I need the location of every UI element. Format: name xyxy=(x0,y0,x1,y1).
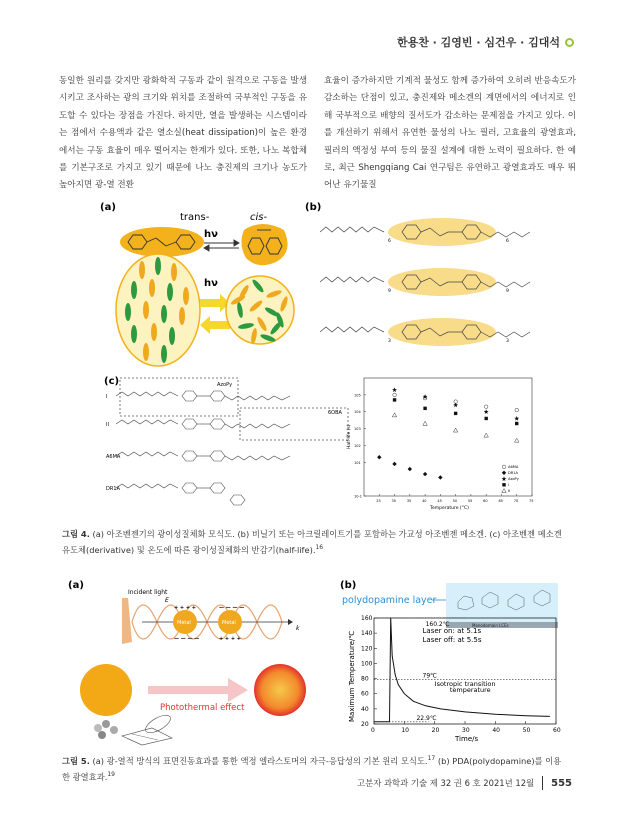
derivative-structures xyxy=(116,391,290,505)
derivative-chain xyxy=(116,452,178,456)
plus-charges-2: + + + + xyxy=(219,636,241,642)
hl-legend-marker xyxy=(502,489,506,493)
hl-point-dr1a xyxy=(423,472,427,476)
temp-annotation: Laser off: at 5.5s xyxy=(422,636,482,645)
hl-legend-label: A6MA xyxy=(508,465,519,469)
hl-legend-marker xyxy=(502,465,506,469)
fig5-panel-a-label: (a) xyxy=(68,580,84,591)
row-label-II: II xyxy=(106,422,109,428)
hl-y-tick-label: 101 xyxy=(354,460,361,465)
hl-x-axis-label: Temperature (°C) xyxy=(430,506,469,511)
temp-x-tick-label: 50 xyxy=(522,727,531,734)
aligned-rod xyxy=(143,343,149,361)
temp-y-axis-label: Maximum Temperature/℃ xyxy=(348,630,356,722)
figure-4 xyxy=(62,200,560,518)
subscript-n-right: 3 xyxy=(506,339,509,344)
derivative-chain xyxy=(116,392,178,396)
fig4-caption-label: 그림 4. xyxy=(62,529,90,539)
derivative-ring xyxy=(230,495,245,505)
hl-chart-frame xyxy=(364,378,532,496)
fig4-backward-arrow xyxy=(200,316,230,334)
subscript-n-right: 9 xyxy=(506,289,509,294)
k-axis-arrow-icon xyxy=(288,619,293,625)
hl-legend-label: I xyxy=(508,483,510,487)
temp-y-tick-label: 100 xyxy=(361,660,373,668)
hl-point-dr1a xyxy=(392,462,396,466)
fig4-panel-b-label: (b) xyxy=(305,202,322,213)
temp-x-tick-label: 40 xyxy=(492,727,500,734)
hl-y-tick-label: 10-1 xyxy=(354,494,362,499)
temp-x-tick-label: 60 xyxy=(553,727,561,734)
fig4-cis-label: cis- xyxy=(250,212,268,223)
crosslinker-highlight xyxy=(388,218,496,246)
derivative-chain-right xyxy=(225,456,290,460)
hl-legend-label: AzoPy xyxy=(508,477,519,481)
hl-point-dr1a xyxy=(438,475,442,479)
hl-y-tick-label: 105 xyxy=(354,393,361,398)
hl-x-tick-label: 40 xyxy=(422,499,427,503)
alkyl-chain-left xyxy=(320,277,384,282)
temp-annotation: Laser on: at 5.1s xyxy=(422,627,482,636)
hl-point-a6ma xyxy=(484,405,488,409)
temp-y-tick-label: 40 xyxy=(361,705,369,713)
running-header xyxy=(397,34,574,50)
hl-point-ii xyxy=(453,428,457,432)
nanofiller-illustrations xyxy=(94,712,173,745)
temp-annotation: 79℃ xyxy=(422,672,437,680)
minus-charges-1: — — — — xyxy=(174,636,200,642)
derivative-chain xyxy=(116,484,178,488)
header-circle-icon xyxy=(565,38,574,47)
aligned-rod xyxy=(143,301,149,319)
body-paragraph-right: 효율이 증가하지만 기계적 물성도 함께 증가하여 오히려 반응속도가 감소하는 단점이 있고, 충진제와 메소겐의 계면에서의 에너지로 인해 국부적으로 배향의 질서도가 감소하는 문제점을 가지고 있다. 이를 개선하기 위해서 유연한 물성의 나노 필러, 고효율의 광열효과, 필러의 액정성 부여 등의 물질 설계에 대한 노력이 필요하다. 한 예로, 최근 Shengqiang Cai 연구팀은 유연하고 광열효과도 매우 뛰어난 유기물질 xyxy=(324,76,576,191)
aligned-rod xyxy=(169,327,175,345)
plus-charges-1: + + + + xyxy=(174,605,196,611)
hl-point-ii xyxy=(392,413,396,417)
derivative-ring xyxy=(182,391,197,401)
temp-annotation: 22.9℃ xyxy=(416,714,437,722)
aligned-rod xyxy=(149,279,155,297)
derivative-ring xyxy=(210,391,225,401)
derivative-ring xyxy=(210,483,225,493)
pda-layer-box xyxy=(446,583,558,623)
pda-layer-label: polydopamine layer xyxy=(342,595,437,606)
hl-x-tick-label: 50 xyxy=(452,499,458,503)
crosslinker-highlight xyxy=(388,318,496,346)
temp-annotation: Isotropic transition xyxy=(434,680,496,689)
footer-journal: 고분자 과학과 기술 제 32 권 6 호 2021년 12월 xyxy=(357,778,535,788)
hl-point-dr1a xyxy=(408,467,412,471)
temp-y-tick-label: 80 xyxy=(361,675,369,683)
hl-x-tick-label: 25 xyxy=(376,499,381,503)
fig4-panel-c-label: (c) xyxy=(104,376,120,387)
temp-annotation: temperature xyxy=(449,686,491,695)
fig5-panel-b-label: (b) xyxy=(340,580,357,591)
hl-x-tick-label: 35 xyxy=(406,499,412,503)
subscript-n-left: 3 xyxy=(388,339,391,344)
body-column-right xyxy=(324,73,576,195)
body-column-left xyxy=(59,73,307,195)
hl-point-i xyxy=(423,407,426,410)
fig4-caption xyxy=(62,527,562,557)
derivative-ring xyxy=(182,483,197,493)
half-life-chart xyxy=(346,378,533,511)
fig5-caption-ref1: 17 xyxy=(427,755,436,762)
hl-x-tick-label: 70 xyxy=(513,499,519,503)
aligned-rod xyxy=(155,257,161,275)
hl-point-azopy xyxy=(453,403,458,408)
aligned-rod xyxy=(131,281,137,299)
hl-x-tick-label: 65 xyxy=(498,499,503,503)
hl-x-tick-label: 60 xyxy=(483,499,488,503)
hl-point-i xyxy=(454,412,457,415)
derivative-ring xyxy=(182,451,197,461)
derivative-chain-right xyxy=(225,424,290,428)
aligned-rod xyxy=(125,303,131,321)
crosslinker-structures xyxy=(320,218,530,346)
hl-point-azopy xyxy=(514,416,519,421)
aligned-rod xyxy=(161,345,167,363)
derivative-ring xyxy=(210,451,225,461)
aligned-rod xyxy=(183,287,189,305)
crosslinker-highlight xyxy=(388,268,496,296)
hl-y-tick-label: 103 xyxy=(354,427,361,432)
hl-y-tick-label: 104 xyxy=(354,410,361,415)
struct-label-6oba: 6OBA xyxy=(328,410,342,416)
hl-x-tick-label: 45 xyxy=(437,499,442,503)
monodomain-label: Monodomain LCEs xyxy=(472,623,509,628)
temp-y-tick-label: 120 xyxy=(361,645,373,653)
hl-legend-label: II xyxy=(508,489,511,493)
hl-legend-marker xyxy=(502,483,505,486)
metal-label-1: Metal xyxy=(177,620,191,626)
aligned-rod xyxy=(179,307,185,325)
hl-point-dr1a xyxy=(377,455,381,459)
hl-point-i xyxy=(515,422,518,425)
footer-divider xyxy=(542,776,543,790)
hl-point-i xyxy=(484,417,487,420)
minus-charges-2: — — — — xyxy=(219,605,245,611)
derivative-chain-right xyxy=(225,396,290,400)
temp-annotation: 160.2℃ xyxy=(425,620,450,628)
hl-point-ii xyxy=(515,438,519,442)
temp-x-axis-label: Time/s xyxy=(455,735,479,743)
hl-x-tick-label: 55 xyxy=(467,499,473,503)
struct-label-azopy: AzoPy xyxy=(217,382,233,388)
fig4-caption-text: (a) 아조벤젠기의 광이성질체화 모식도. (b) 비닐기 또는 아크릴레이트기를 포함하는 가교성 아조벤젠 메소겐. (c) 아조벤젠 메소겐 유도체(derivative) 및 온도에 따른 광이성질체화의 반감기(half-life). xyxy=(62,529,562,555)
temp-y-tick-label: 20 xyxy=(361,721,369,728)
figure-5 xyxy=(62,578,562,746)
hl-point-ii xyxy=(423,421,427,425)
hl-legend-marker xyxy=(502,476,507,481)
temp-y-tick-label: 140 xyxy=(361,630,373,638)
derivative-ring xyxy=(210,419,225,429)
fig5-caption-text-mid: (b) PDA(polydopamine)를 이용한 광열효과. xyxy=(62,755,562,782)
subscript-n-left: 9 xyxy=(388,289,391,294)
temp-x-tick-label: 30 xyxy=(462,727,470,734)
header-authors: 한용찬 · 김영빈 · 심건우 · 김대석 xyxy=(396,36,560,49)
incident-light-beam xyxy=(122,598,132,644)
temp-x-tick-label: 10 xyxy=(401,727,409,734)
hl-point-i xyxy=(393,398,396,401)
fig5-caption-text: (a) 광-열적 방식의 표면진동효과를 통한 액정 엘라스토머의 자극-응답성의 기본 원리 모식도. xyxy=(89,755,428,766)
trans-azobenzene-highlight xyxy=(120,227,204,257)
aligned-rod xyxy=(171,263,177,281)
fig5-caption-ref2: 19 xyxy=(107,770,115,778)
subscript-n-left: 6 xyxy=(388,239,391,244)
temperature-chart xyxy=(348,615,561,743)
aligned-rod xyxy=(131,325,137,343)
k-vector-label: k xyxy=(296,625,300,632)
aligned-rod xyxy=(151,323,157,341)
body-paragraph-left: 동일한 원리를 갖지만 광화학적 구동과 같이 원격으로 구동을 발생시키고 조사하는 광의 크기와 위치를 조절하여 국부적인 구동을 유도할 수 있다는 장점을 가진다. 하지만, 열을 발생하는 시스템이라는 점에서 수용액과 같은 열소실(heat dissipation)이 높은 환경에서는 구동 효율이 매우 떨어지는 한계가 있다. 또한, 나노 복합체를 기본구조로 가지고 있기 때문에 나노 충진제의 크기나 농도가 높아지면 광-열 전환 xyxy=(59,76,307,191)
fig5-caption-label: 그림 5. xyxy=(62,755,90,766)
fig4-equilibrium-arrows xyxy=(204,240,239,251)
photothermal-arrow xyxy=(148,678,248,702)
page-number: 555 xyxy=(551,777,572,789)
struct-label-a6ma: A6MA xyxy=(106,454,121,460)
fig4-trans-label: trans- xyxy=(180,212,210,223)
hl-point-a6ma xyxy=(515,408,519,412)
hl-x-tick-label: 30 xyxy=(391,499,397,503)
subscript-n-right: 6 xyxy=(506,239,509,244)
fig4-hv-label-mid: hν xyxy=(204,278,218,289)
hl-point-azopy xyxy=(484,409,489,414)
temp-y-tick-label: 60 xyxy=(361,690,369,698)
metal-label-2: Metal xyxy=(222,620,236,626)
hl-y-axis-label: Half-life (s) xyxy=(347,424,352,449)
temp-x-tick-label: 0 xyxy=(371,727,375,734)
alkyl-chain-left xyxy=(320,227,384,232)
incident-light-label: Incident light xyxy=(128,589,168,596)
derivative-chain xyxy=(116,420,178,424)
aligned-rod xyxy=(167,283,173,301)
fig4-hv-label-top: hν xyxy=(204,229,218,240)
aligned-rod xyxy=(139,261,145,279)
e-field-label: E xyxy=(165,597,169,604)
row-label-I: I xyxy=(106,394,108,400)
hl-legend-marker xyxy=(502,471,506,475)
hl-x-tick-label: 75 xyxy=(529,499,534,503)
fig4-panel-a-label: (a) xyxy=(100,202,116,213)
temp-x-tick-label: 20 xyxy=(431,727,440,734)
cold-particle xyxy=(80,664,132,716)
temp-y-tick-label: 160 xyxy=(361,615,373,622)
hl-point-a6ma xyxy=(393,393,397,397)
hl-point-azopy xyxy=(392,387,397,392)
page-footer xyxy=(357,776,572,790)
derivative-ring xyxy=(182,419,197,429)
struct-label-dr1a: DR1A xyxy=(106,486,120,492)
hl-y-tick-label: 102 xyxy=(354,443,361,448)
photothermal-label: Photothermal effect xyxy=(160,703,245,713)
alkyl-chain-left xyxy=(320,327,384,332)
hl-point-ii xyxy=(484,433,488,437)
hot-particle xyxy=(254,664,306,716)
hl-legend-label: DR1A xyxy=(508,471,519,475)
aligned-rod xyxy=(161,305,167,323)
fig4-caption-ref: 16 xyxy=(315,544,324,551)
